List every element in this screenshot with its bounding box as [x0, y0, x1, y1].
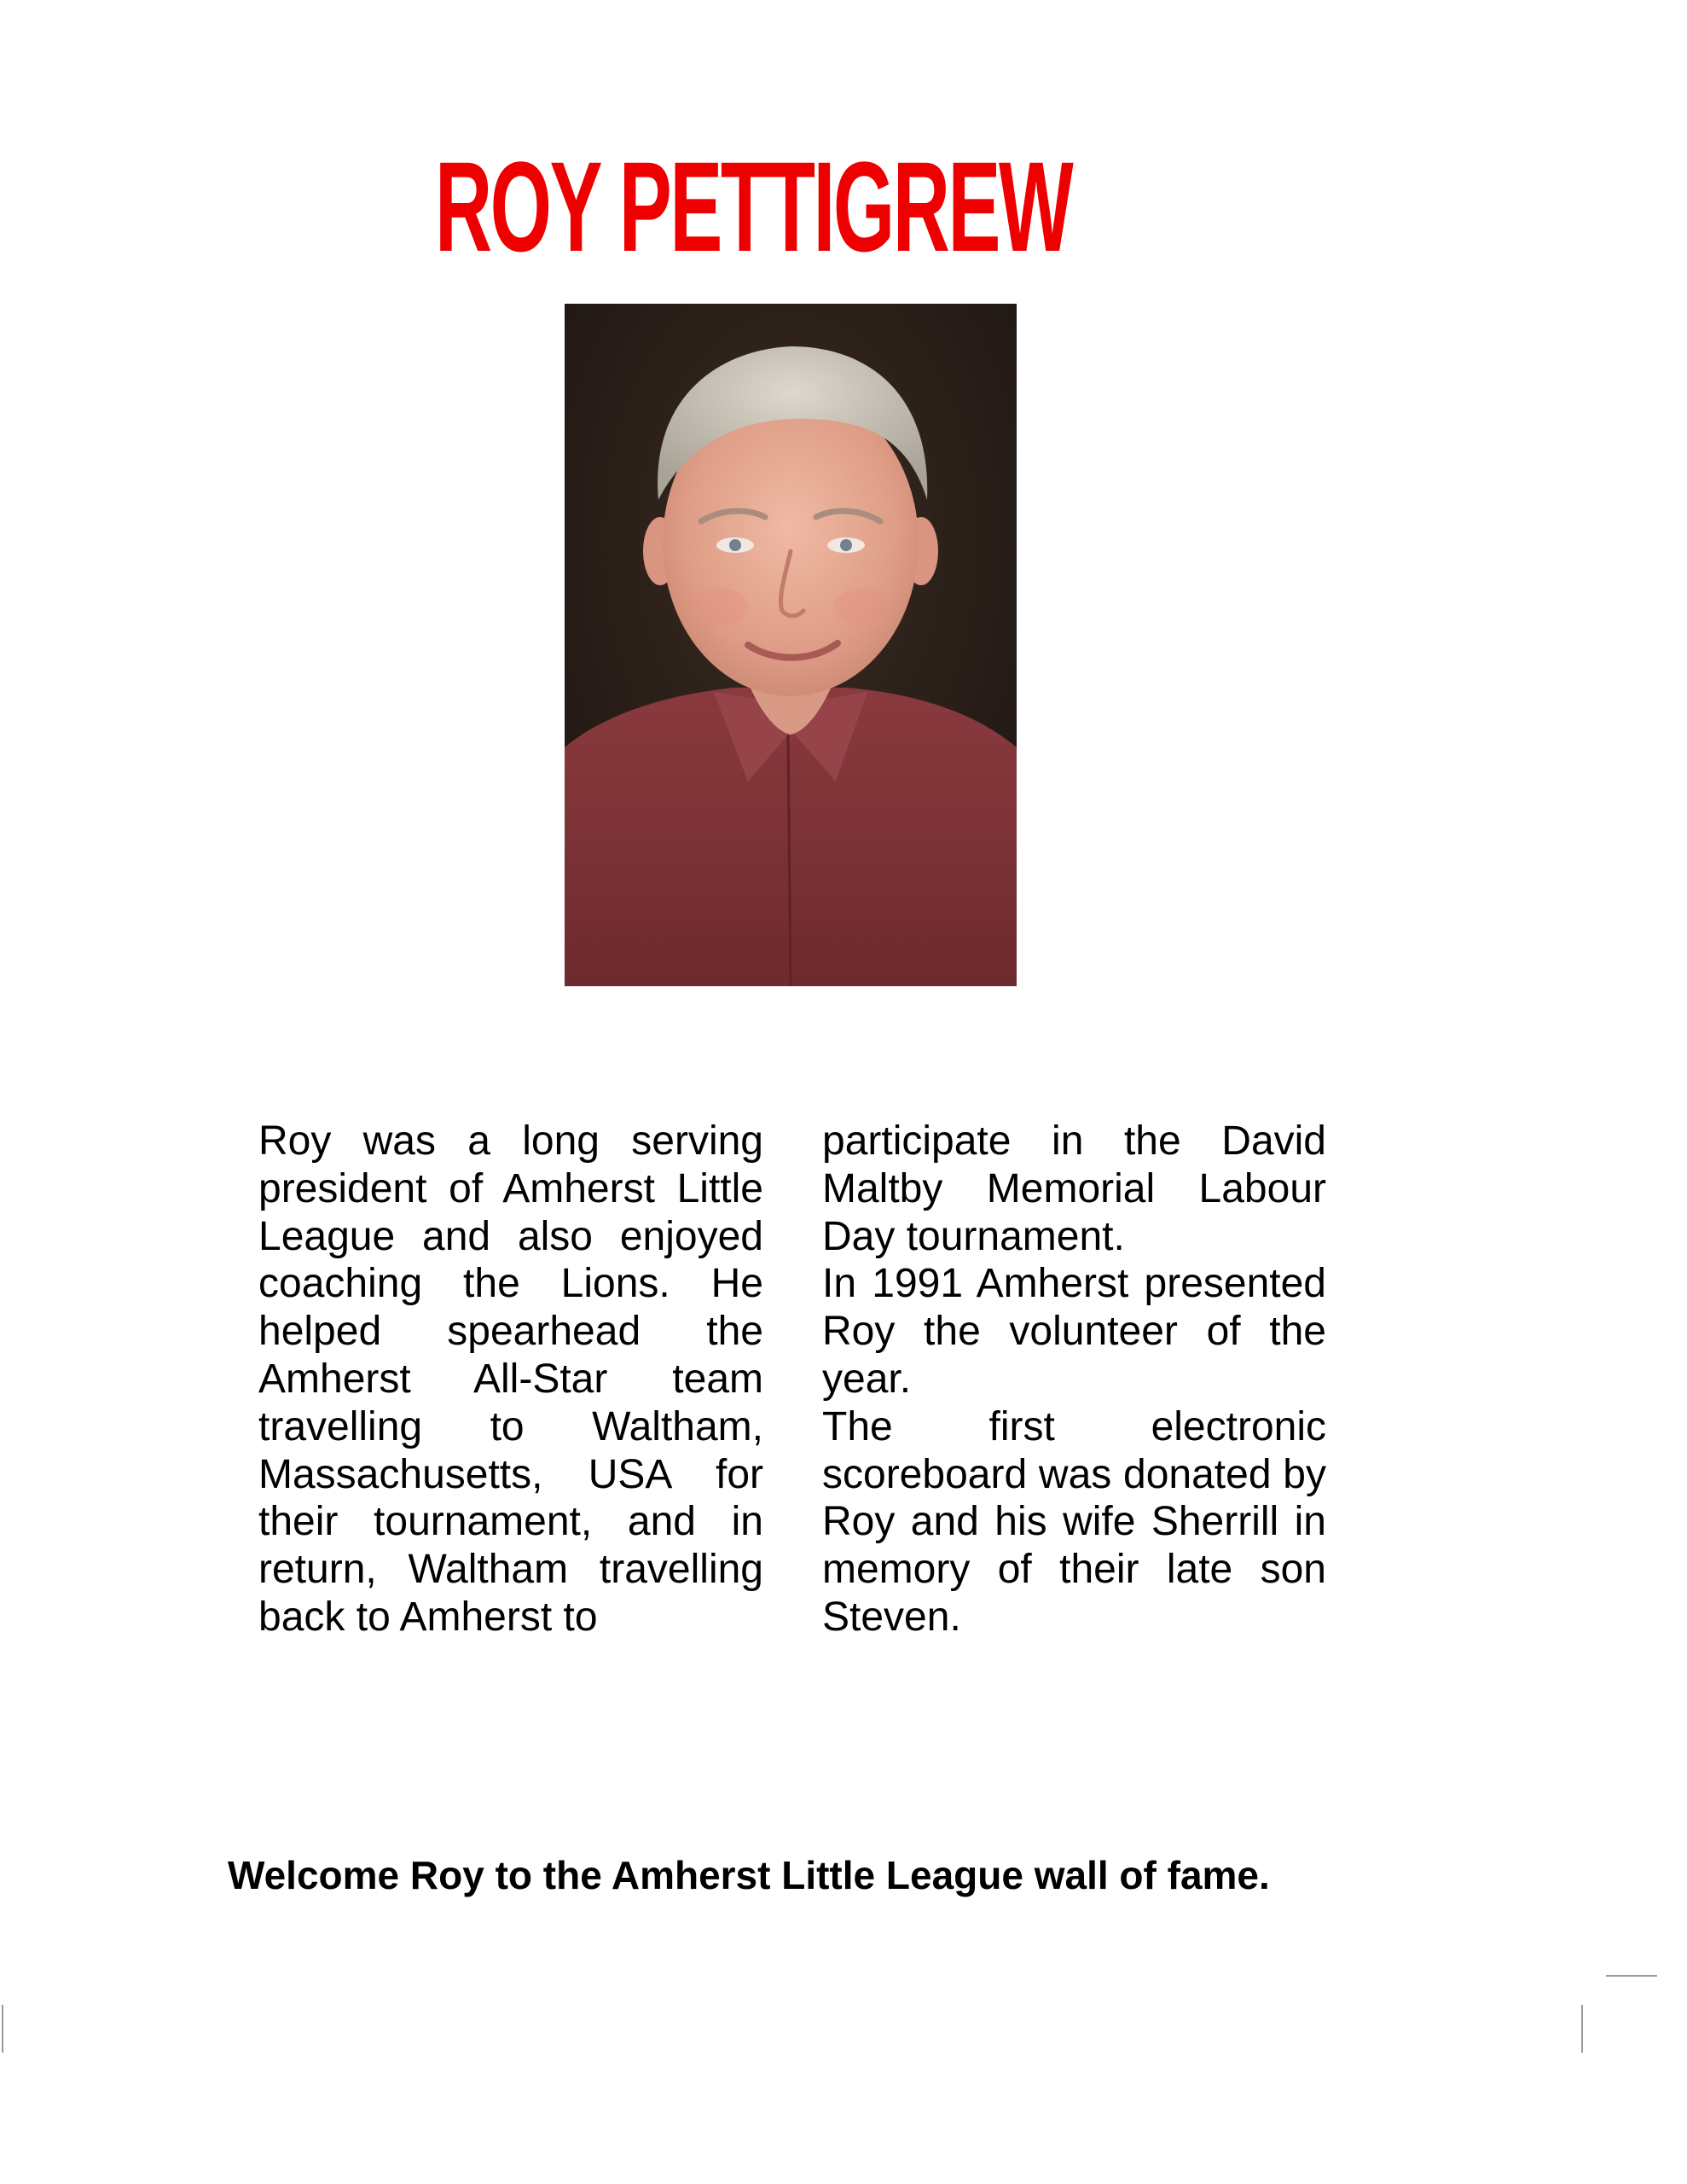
crop-mark — [1581, 2005, 1583, 2053]
portrait-illustration — [565, 304, 1017, 986]
right-iris — [840, 539, 852, 551]
crop-mark — [2, 2005, 3, 2053]
closing-statement: Welcome Roy to the Amherst Little League wall of fame. — [228, 1853, 1270, 1897]
bio-paragraph: participate in the David Maltby Memorial Labour Day tournament. — [822, 1118, 1326, 1259]
left-cheek — [688, 588, 748, 625]
left-iris — [729, 539, 741, 551]
bio-paragraph: The first electronic scoreboard was donated by Roy and his wife Sherrill in memory of their late son Steven. — [822, 1403, 1326, 1640]
crop-mark — [1606, 1975, 1657, 1977]
page-title — [435, 135, 1072, 278]
portrait-photo — [565, 304, 1017, 986]
page-title-text: ROY PETTIGREW — [435, 135, 1072, 278]
bio-paragraph: Roy was a long serving president of Amherst Little League and also enjoyed coaching the Lions. He helped spearhead the Amherst All-Star team travelling to Waltham, Massachusetts, USA for their tournament, and in return, Waltham travelling back to Amherst to — [258, 1118, 763, 1640]
right-cheek — [833, 588, 893, 625]
bio-column-left — [258, 1118, 763, 1641]
bio-paragraph: In 1991 Amherst presented Roy the volunteer of the year. — [822, 1261, 1326, 1402]
bio-column-right — [822, 1118, 1326, 1641]
